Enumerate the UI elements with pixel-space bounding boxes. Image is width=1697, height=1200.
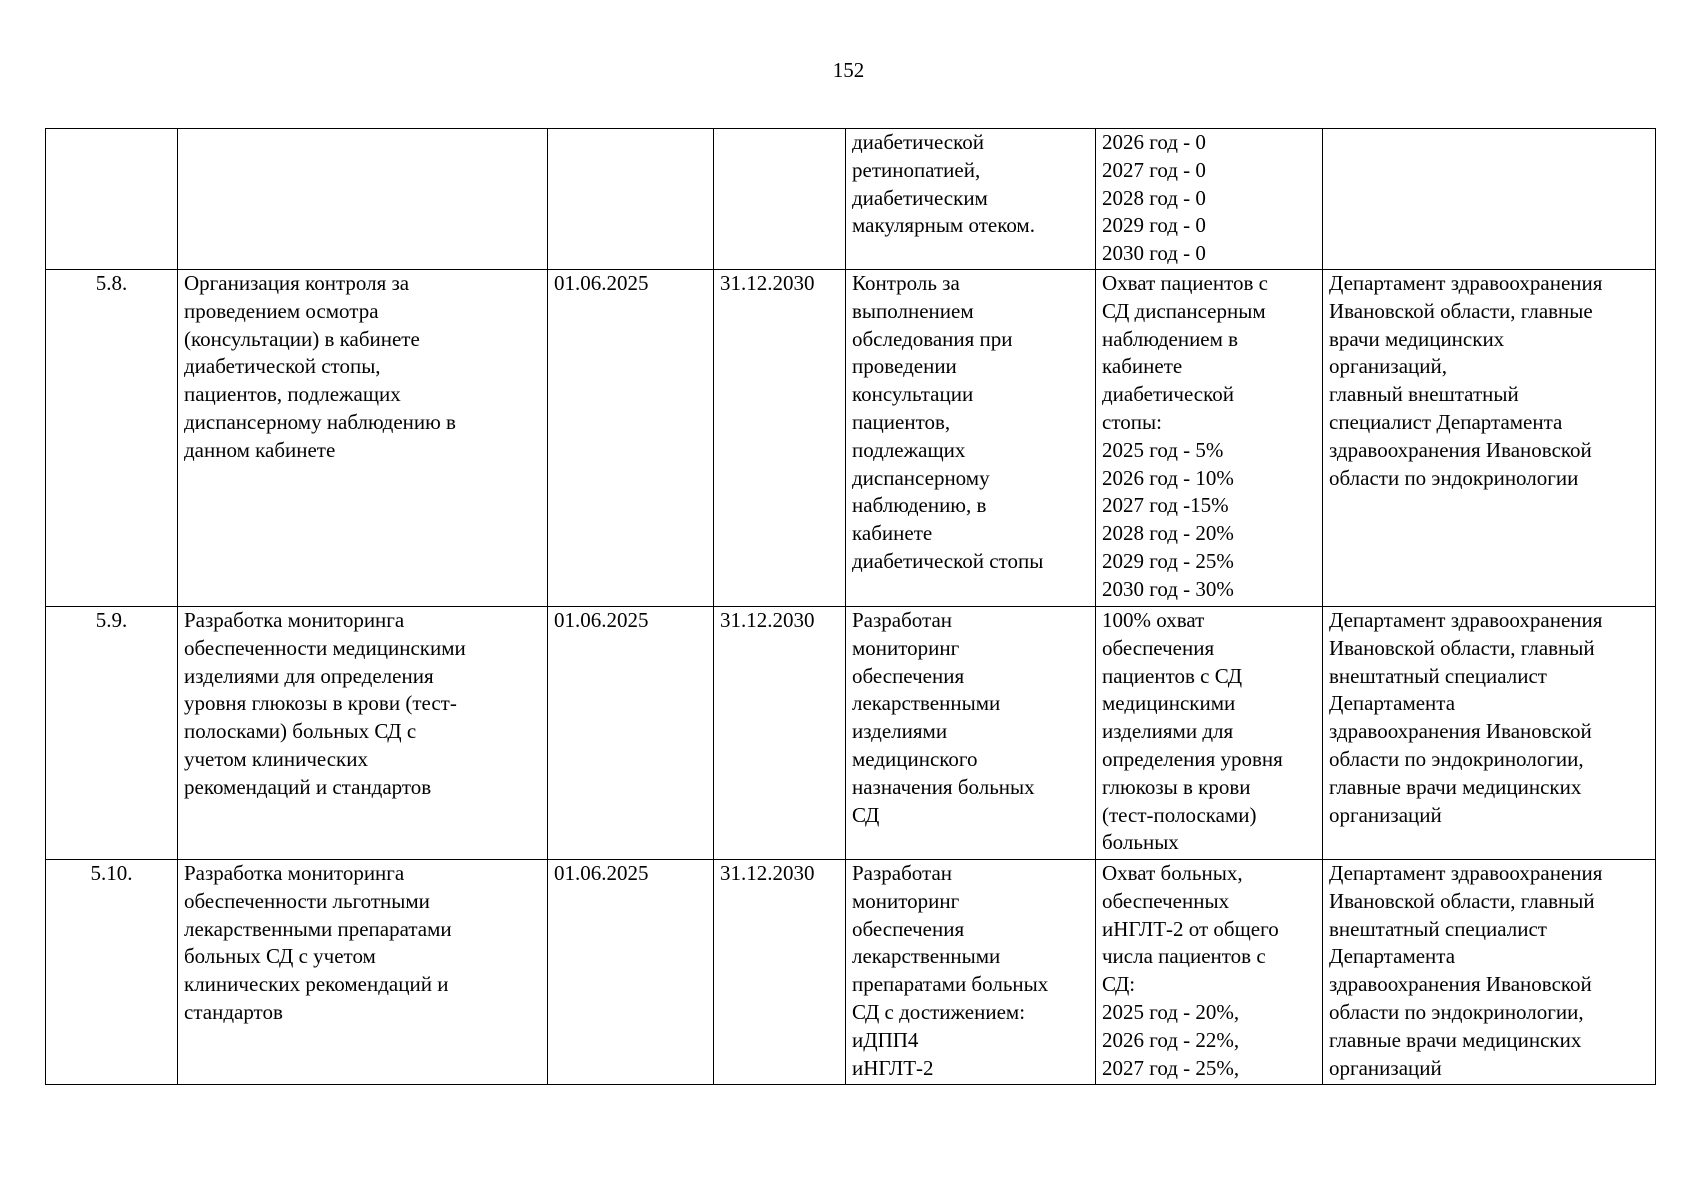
cell-activity bbox=[178, 129, 548, 270]
cell-end-date: 31.12.2030 bbox=[714, 270, 846, 607]
cell-number: 5.10. bbox=[46, 860, 178, 1085]
measures-table bbox=[45, 128, 1656, 1085]
cell-activity: Разработка мониторинга обеспеченности льготными лекарственными препаратами больных СД с учетом клинических рекомендаций и стандартов bbox=[178, 860, 548, 1085]
cell-indicator: 2026 год - 0 2027 год - 0 2028 год - 0 2029 год - 0 2030 год - 0 bbox=[1096, 129, 1323, 270]
cell-number: 5.9. bbox=[46, 607, 178, 860]
cell-activity: Разработка мониторинга обеспеченности медицинскими изделиями для определения уровня глюкозы в крови (тест- полосками) больных СД с учетом клинических рекомендаций и стандартов bbox=[178, 607, 548, 860]
cell-end-date bbox=[714, 129, 846, 270]
cell-responsible: Департамент здравоохранения Ивановской области, главный внештатный специалист Департамента здравоохранения Ивановской области по эндокринологии, главные врачи медицинских организаций bbox=[1323, 607, 1656, 860]
cell-result: Разработан мониторинг обеспечения лекарственными препаратами больных СД с достижением: иДПП4 иНГЛТ-2 bbox=[846, 860, 1096, 1085]
cell-result: диабетической ретинопатией, диабетическим макулярным отеком. bbox=[846, 129, 1096, 270]
cell-indicator: Охват больных, обеспеченных иНГЛТ-2 от общего числа пациентов с СД: 2025 год - 20%, 2026 год - 22%, 2027 год - 25%, bbox=[1096, 860, 1323, 1085]
table-row bbox=[46, 270, 1656, 607]
cell-start-date: 01.06.2025 bbox=[548, 860, 714, 1085]
cell-result: Контроль за выполнением обследования при проведении консультации пациентов, подлежащих диспансерному наблюдению, в кабинете диабетической стопы bbox=[846, 270, 1096, 607]
table-row bbox=[46, 129, 1656, 270]
cell-start-date: 01.06.2025 bbox=[548, 607, 714, 860]
cell-number: 5.8. bbox=[46, 270, 178, 607]
cell-number bbox=[46, 129, 178, 270]
cell-end-date: 31.12.2030 bbox=[714, 860, 846, 1085]
cell-activity: Организация контроля за проведением осмотра (консультации) в кабинете диабетической стопы, пациентов, подлежащих диспансерному наблюдению в данном кабинете bbox=[178, 270, 548, 607]
table-row bbox=[46, 607, 1656, 860]
cell-responsible: Департамент здравоохранения Ивановской области, главный внештатный специалист Департамента здравоохранения Ивановской области по эндокринологии, главные врачи медицинских организаций bbox=[1323, 860, 1656, 1085]
cell-indicator: 100% охват обеспечения пациентов с СД медицинскими изделиями для определения уровня глюкозы в крови (тест-полосками) больных bbox=[1096, 607, 1323, 860]
cell-indicator: Охват пациентов с СД диспансерным наблюдением в кабинете диабетической стопы: 2025 год - 5% 2026 год - 10% 2027 год -15% 2028 год - 20% 2029 год - 25% 2030 год - 30% bbox=[1096, 270, 1323, 607]
cell-start-date: 01.06.2025 bbox=[548, 270, 714, 607]
table-row bbox=[46, 860, 1656, 1085]
cell-responsible bbox=[1323, 129, 1656, 270]
cell-end-date: 31.12.2030 bbox=[714, 607, 846, 860]
cell-responsible: Департамент здравоохранения Ивановской области, главные врачи медицинских организаций, главный внештатный специалист Департамента здравоохранения Ивановской области по эндокринологии bbox=[1323, 270, 1656, 607]
cell-result: Разработан мониторинг обеспечения лекарственными изделиями медицинского назначения больных СД bbox=[846, 607, 1096, 860]
measures-table-container bbox=[45, 128, 1656, 1085]
page-number: 152 bbox=[832, 58, 865, 82]
cell-start-date bbox=[548, 129, 714, 270]
